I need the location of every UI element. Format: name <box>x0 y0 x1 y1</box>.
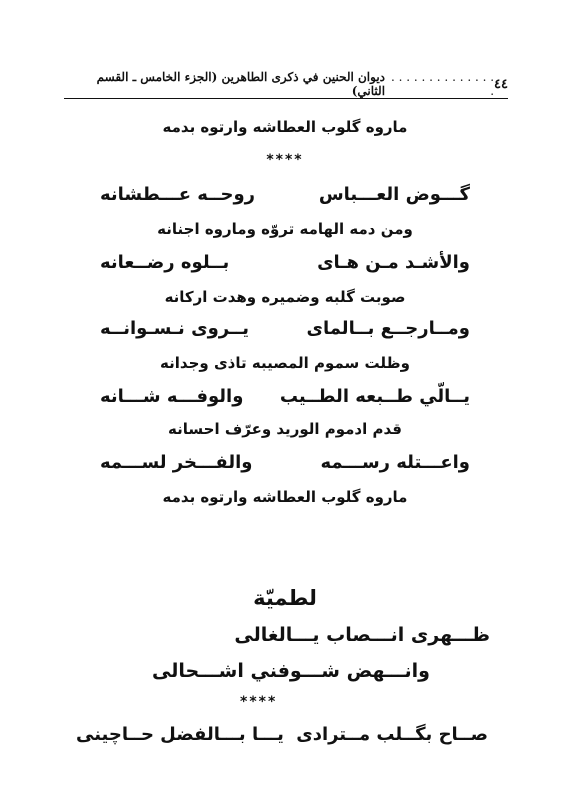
hemistich-first: يــالّي طــبعه الطــيب <box>279 386 470 407</box>
header-rule <box>64 98 508 99</box>
couplet-row <box>76 724 488 745</box>
hemistich-first: ومــارجــع بــالماى <box>306 318 470 339</box>
hemistich-first: واعـــتله رســـمه <box>320 452 470 473</box>
hemistich-first: صــاح بگــلب مــترادى <box>296 724 488 745</box>
running-title: ديوان الحنين في ذكرى الطاهرين (الجزء الخامس ـ القسم الثاني) <box>96 70 386 98</box>
refrain-line: ومن دمه الهامه تروّه وماروه اجنانه <box>157 220 413 238</box>
stars-separator: **** <box>266 152 304 168</box>
hemistich-second: يـــا بـــالفضل حــاچينى <box>76 724 284 745</box>
refrain-line: ماروه گلوب العطاشه وارتوه بدمه <box>162 488 408 506</box>
couplet-row <box>100 318 470 339</box>
hemistich-second: بــلوه رضــعانه <box>100 252 230 273</box>
refrain-line: قدم ادموم الوريد وعرّف احسانه <box>168 420 402 438</box>
stars-separator: **** <box>240 694 278 710</box>
couplet-row <box>100 184 470 205</box>
poem-line: وانـــهض شـــوفني اشـــحالى <box>152 660 430 682</box>
refrain-line: صوبت گلبه وضميره وهدت اركانه <box>164 288 406 306</box>
couplet-row <box>100 386 470 407</box>
refrain-line: وظلت سموم المصيبه تاذى وجدانه <box>160 354 410 372</box>
couplet-row <box>100 452 470 473</box>
page-header <box>64 70 508 98</box>
header-dot-leader: . . . . . . . . . . . . . . . <box>391 70 495 98</box>
hemistich-second: والفـــخر لســـمه <box>100 452 253 473</box>
page-number: ٤٤ <box>494 76 508 92</box>
hemistich-second: روحــه عـــطشانه <box>100 184 256 205</box>
hemistich-first: والأشـد مـن هـاى <box>317 252 470 273</box>
section-title: لطميّة <box>253 586 317 610</box>
couplet-row <box>100 252 470 273</box>
poem-line: ظـــهرى انـــصاب يـــالغالى <box>234 624 490 646</box>
hemistich-second: والوفـــه شـــانه <box>100 386 244 407</box>
hemistich-first: گـــوض العـــباس <box>318 184 470 205</box>
hemistich-second: يــروى نـسـوانــه <box>100 318 250 339</box>
poem-line: ماروه گلوب العطاشه وارتوه بدمه <box>162 118 408 136</box>
